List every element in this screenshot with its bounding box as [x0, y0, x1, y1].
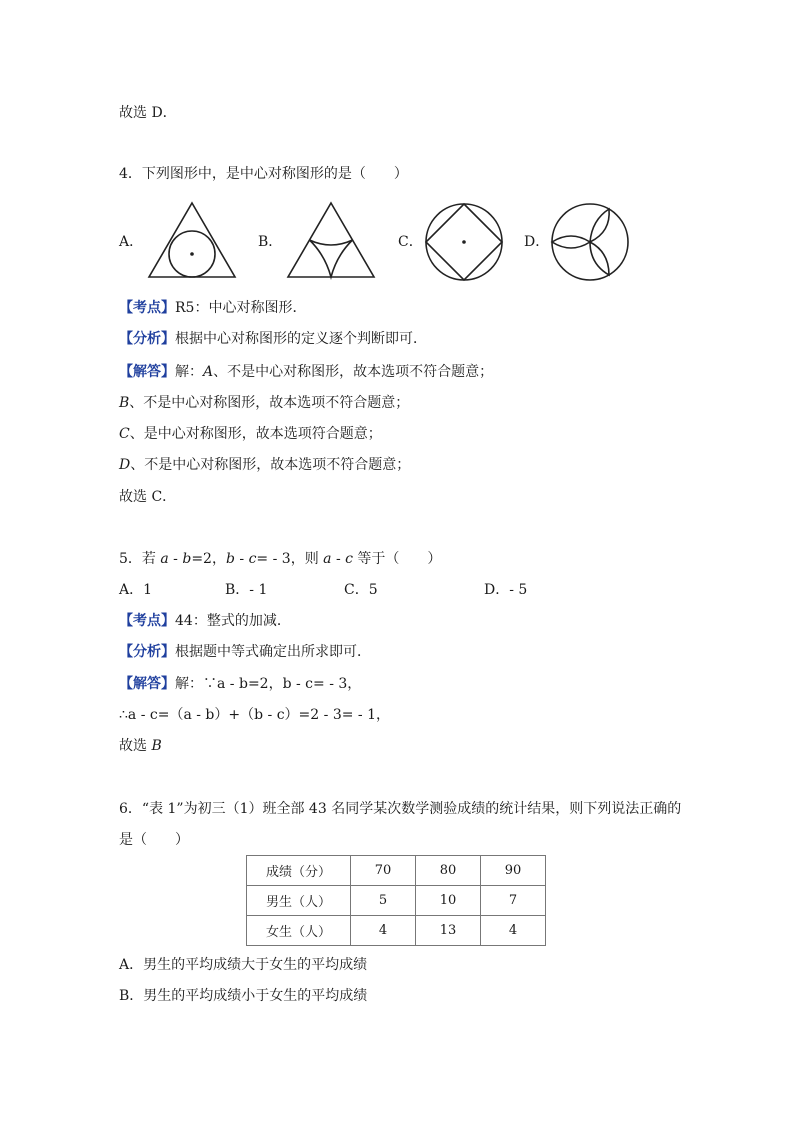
q4-line-c-letter: C [119, 426, 130, 442]
q5-minus-1: - [168, 551, 183, 567]
q5-fenxi [119, 642, 371, 662]
q6-stem-line1: 6．“表 1”为初三（1）班全部 43 名同学某次数学测验成绩的统计结果，则下列说法正确的 [119, 801, 682, 817]
q4-figure-a [146, 200, 238, 280]
q4-fenxi-tag: 【分析】 [119, 331, 175, 347]
table-cell: 男生（人） [247, 886, 351, 916]
q5-jieda [119, 674, 361, 694]
table-row [247, 856, 546, 886]
q5-answer-letter: B [151, 738, 162, 754]
q5-choice-d: D．- 5 [484, 582, 528, 598]
q4-line-d [119, 455, 410, 475]
q5-jieda-text: 解：∵a - b=2，b - c= - 3， [175, 676, 362, 692]
table-cell: 5 [351, 886, 416, 916]
q4-line-d-rest: 、不是中心对称图形，故本选项不符合题意； [130, 457, 411, 473]
q5-var-a2: a [323, 551, 332, 567]
table-cell: 成绩（分） [247, 856, 351, 886]
q5-stem [119, 549, 441, 569]
q4-option-d-label: D． [524, 234, 550, 250]
q4-line-b-rest: 、不是中心对称图形，故本选项不符合题意； [129, 395, 410, 411]
q4-line-c-rest: 、是中心对称图形，故本选项符合题意； [129, 426, 382, 442]
table-cell: 10 [416, 886, 481, 916]
q4-figure-d [550, 202, 630, 282]
q4-option-a-label: A． [119, 234, 144, 250]
score-table [246, 855, 546, 946]
q4-kaodian [119, 298, 306, 318]
q5-fenxi-tag: 【分析】 [119, 644, 175, 660]
table-cell: 女生（人） [247, 916, 351, 946]
q4-kaodian-tag: 【考点】 [119, 300, 175, 316]
q4-stem: 4．下列图形中，是中心对称图形的是（ ） [119, 166, 408, 182]
q5-choice-c: C．5 [344, 582, 378, 598]
q5-var-c2: c [345, 551, 353, 567]
q4-line-c [119, 424, 382, 444]
q5-kaodian-text: 44：整式的加减． [175, 613, 291, 629]
table-row [247, 916, 546, 946]
q5-kaodian [119, 611, 291, 631]
q5-fenxi-text: 根据题中等式确定出所求即可． [175, 644, 371, 660]
q5-stem-num: 5．若 [119, 551, 161, 567]
q5-eq-2: = - 3，则 [256, 551, 324, 567]
q4-option-c-label: C． [398, 234, 423, 250]
q4-kaodian-text: R5：中心对称图形． [175, 300, 307, 316]
q5-minus-3: - [331, 551, 346, 567]
q4-line-b [119, 393, 409, 413]
table-cell: 7 [481, 886, 546, 916]
table-cell: 90 [481, 856, 546, 886]
q5-jieda-tag: 【解答】 [119, 676, 175, 692]
q6-stem-line2: 是（ ） [119, 832, 189, 848]
q5-minus-2: - [234, 551, 249, 567]
q4-jieda-pre: 解： [175, 364, 203, 380]
q5-eq-1: =2， [191, 551, 226, 567]
table-cell: 4 [351, 916, 416, 946]
q5-var-b: b [182, 551, 192, 567]
q4-line-b-letter: B [119, 395, 130, 411]
q5-var-b2: b [225, 551, 235, 567]
q4-line-d-letter: D [119, 457, 131, 473]
q4-option-b-label: B． [258, 234, 283, 250]
q4-jieda-a-letter: A [203, 364, 214, 380]
table-cell: 4 [481, 916, 546, 946]
q4-figure-c [424, 202, 504, 282]
q5-var-c: c [248, 551, 257, 567]
q5-var-a: a [160, 551, 169, 567]
q5-answer [119, 736, 162, 756]
q5-kaodian-tag: 【考点】 [119, 613, 175, 629]
q5-step: ∴a - c=（a - b）+（b - c）=2 - 3= - 1， [119, 707, 391, 723]
q6-option-b: B．男生的平均成绩小于女生的平均成绩 [119, 988, 368, 1004]
table-cell: 70 [351, 856, 416, 886]
q4-fenxi [119, 329, 427, 349]
q5-answer-pre: 故选 [119, 738, 152, 754]
prev-answer: 故选 D． [119, 105, 177, 121]
q4-figure-b [285, 200, 377, 280]
q5-stem-end: 等于（ ） [352, 551, 442, 567]
q4-jieda-a-rest: 、不是中心对称图形，故本选项不符合题意； [213, 364, 494, 380]
q4-answer: 故选 C． [119, 489, 177, 505]
table-cell: 80 [416, 856, 481, 886]
q5-choice-a: A．1 [119, 582, 153, 598]
q4-jieda [119, 362, 493, 382]
q5-choice-b: B．- 1 [225, 582, 268, 598]
q4-fenxi-text: 根据中心对称图形的定义逐个判断即可． [175, 331, 427, 347]
table-row [247, 886, 546, 916]
table-cell: 13 [416, 916, 481, 946]
q6-option-a: A．男生的平均成绩大于女生的平均成绩 [119, 957, 368, 973]
q4-jieda-tag: 【解答】 [119, 364, 175, 380]
